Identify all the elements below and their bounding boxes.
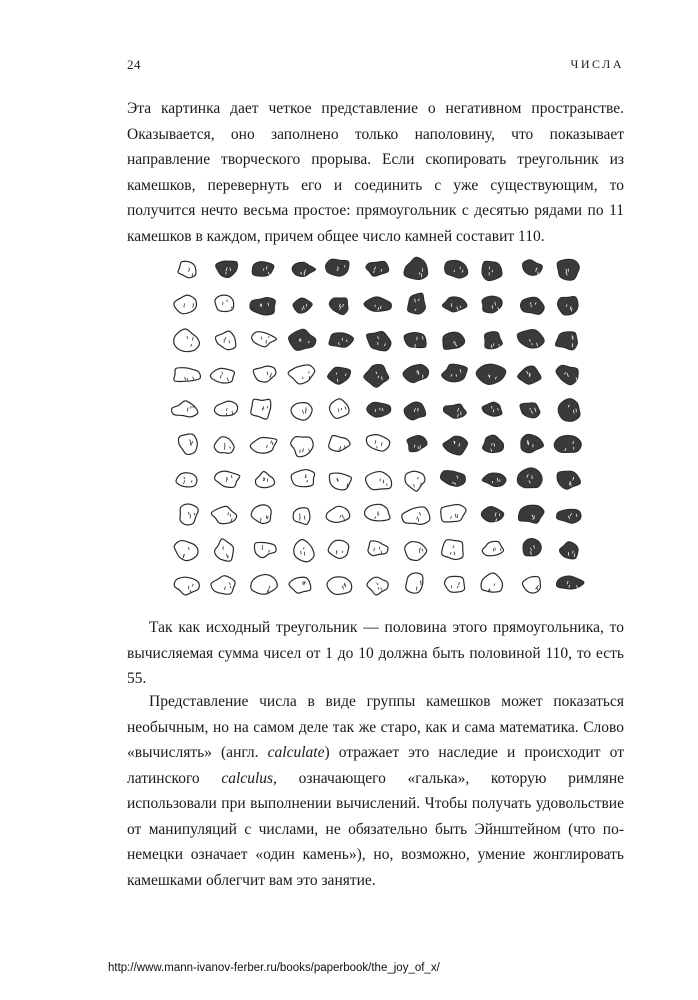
pebble-dark — [443, 332, 465, 349]
pebble-light — [174, 368, 201, 382]
pebble-light — [178, 261, 196, 277]
pebble-light — [329, 435, 350, 451]
pebble-light — [255, 471, 274, 487]
pebble-light — [253, 366, 276, 382]
pebble-dark — [482, 402, 502, 416]
paragraph-1: Эта картинка дает четкое представление о негативном пространстве. Оказывается, оно заполнено только наполовину, что показывает направление творческого прорыва. Если скопировать треугольник из камешков, перевернуть его и соединить с уже существующим, то получится нечто весьма простое: прямоугольник с десятью рядами по 11 камешков в каждом, причем общее число камней составит 110. — [127, 100, 624, 245]
pebble-dark — [403, 364, 429, 382]
pebble-dark — [482, 261, 502, 280]
pebble-dark — [293, 298, 312, 313]
pebble-light — [211, 576, 235, 594]
pebble-dark — [518, 505, 544, 523]
running-head: ЧИСЛА — [570, 57, 624, 71]
pebble-light — [367, 577, 388, 595]
pebble-dark — [482, 473, 506, 486]
pebble-light — [291, 470, 314, 487]
pebble-light — [214, 401, 237, 416]
pebble-dark — [292, 262, 316, 276]
pebble-light — [291, 403, 312, 420]
pebble-light — [326, 506, 350, 522]
pebble-light — [441, 504, 466, 522]
pebble-dark — [404, 402, 426, 420]
pebble-light — [328, 540, 349, 558]
pebble-light — [327, 577, 352, 595]
pebble-grid-figure — [168, 252, 588, 602]
pebble-dark — [326, 259, 350, 276]
pebble-dark — [557, 471, 580, 489]
pebble-dark — [289, 329, 316, 350]
pebble-dark — [520, 403, 540, 418]
pebble-dark — [481, 506, 503, 521]
pebble-light — [174, 295, 197, 314]
pebble-dark — [445, 260, 468, 278]
pebble-dark — [216, 261, 238, 278]
pebble-light — [214, 437, 234, 454]
pebble-dark — [556, 576, 584, 589]
pebble-light — [211, 506, 236, 523]
pebble-dark — [555, 332, 577, 350]
pebble-light — [442, 540, 464, 560]
pebble-light — [174, 541, 198, 561]
pebble-dark — [440, 471, 465, 487]
pebble-dark — [366, 331, 391, 351]
pebble-light — [215, 539, 234, 561]
pebble-dark — [520, 297, 544, 314]
paragraph-2: Так как исходный треугольник — половина этого прямоугольника, то вычисляемая сумма чисел от 1 до 10 должна быть половиной 110, то есть 55. — [127, 619, 624, 687]
pebble-light — [289, 577, 311, 593]
pebble-dark — [366, 261, 389, 276]
paragraph-3 — [127, 689, 624, 893]
pebble-light — [291, 437, 314, 457]
pebble-light — [366, 472, 392, 490]
pebble-dark — [484, 332, 502, 349]
pebble-dark — [442, 297, 466, 312]
paragraph-3-text-b: ) отражает это наследие и происходит от латинского — [127, 744, 624, 787]
pebble-dark — [557, 296, 578, 315]
pebble-light — [366, 435, 389, 451]
pebble-light — [254, 542, 276, 557]
pebble-light — [251, 399, 271, 419]
pebble-light — [174, 329, 200, 352]
paragraph-3-text-a: Представление числа в виде группы камешков может показаться необычным, но на самом деле так же старо, как и сама математика. Слово «вычислять» (англ. — [127, 693, 624, 761]
pebble-dark — [522, 260, 542, 276]
word-calculus: calculus — [221, 769, 274, 787]
pebble-dark — [443, 436, 468, 455]
page-number: 24 — [127, 57, 141, 72]
pebble-light — [329, 399, 349, 418]
pebble-light — [180, 504, 198, 525]
pebble-light — [288, 365, 315, 384]
pebble-light — [368, 541, 388, 556]
pebble-light — [294, 540, 314, 562]
pebble-dark — [364, 297, 391, 312]
pebble-light — [179, 434, 198, 455]
pebble-dark — [517, 329, 544, 347]
pebble-dark — [554, 435, 581, 452]
pebble-light — [365, 504, 390, 521]
pebble-light — [251, 575, 277, 595]
pebble-dark — [252, 262, 274, 277]
pebble-dark — [482, 296, 502, 313]
pebble-light — [215, 295, 234, 311]
pebble-light — [522, 577, 540, 593]
pebble-dark — [521, 434, 544, 452]
pebble-dark — [408, 293, 426, 314]
pebble-dark — [523, 539, 541, 556]
pebble-dark — [329, 333, 354, 347]
pebble-dark — [443, 404, 466, 418]
pebble-dark — [407, 435, 427, 451]
pebble-dark — [558, 399, 580, 422]
pebble-light — [176, 473, 197, 487]
pebble-light — [215, 471, 240, 487]
pebble-light — [172, 401, 198, 417]
pebble-dark — [482, 435, 503, 452]
pebble-light — [252, 332, 277, 347]
pebble-dark — [556, 365, 578, 385]
pebble-light — [293, 508, 310, 525]
word-calculate: calculate — [267, 744, 325, 761]
pebble-light — [482, 541, 503, 556]
pebble-dark — [404, 257, 428, 279]
pebble-light — [251, 505, 271, 524]
pebble-dark — [328, 367, 351, 384]
pebble-dark — [557, 259, 579, 280]
pebble-light — [174, 577, 199, 595]
pebble-dark — [329, 298, 348, 315]
pebble-dark — [442, 364, 468, 382]
pebble-dark — [518, 366, 541, 384]
pebble-light — [329, 473, 351, 490]
paragraph-3-text-c: , означающего «галька», которую римляне использовали при выполнении вычислений. Чтобы получать удовольствие от манипуляций с числами, не обязательно быть Эйнштейном (что по-немецки означает «один камень»), но, возможно, умение жонглировать камешками облегчит вам это занятие. — [127, 769, 625, 889]
pebble-dark — [559, 542, 578, 559]
pebble-dark — [367, 402, 391, 417]
pebble-light — [445, 576, 465, 592]
pebble-dark — [404, 333, 426, 348]
pebble-light — [405, 542, 427, 561]
pebble-dark — [364, 365, 389, 388]
pebble-light — [481, 573, 502, 592]
pebble-light — [210, 368, 234, 383]
footer-url[interactable]: http://www.mann-ivanov-ferber.ru/books/paperbook/the_joy_of_x/ — [108, 962, 440, 974]
pebble-light — [405, 471, 425, 491]
pebble-dark — [556, 509, 581, 523]
pebble-light — [406, 573, 423, 593]
pebble-light — [250, 437, 277, 453]
pebble-light — [402, 507, 430, 525]
pebble-dark — [517, 468, 542, 488]
pebble-light — [215, 331, 235, 350]
pebble-dark — [250, 297, 275, 315]
pebble-dark — [476, 364, 506, 384]
